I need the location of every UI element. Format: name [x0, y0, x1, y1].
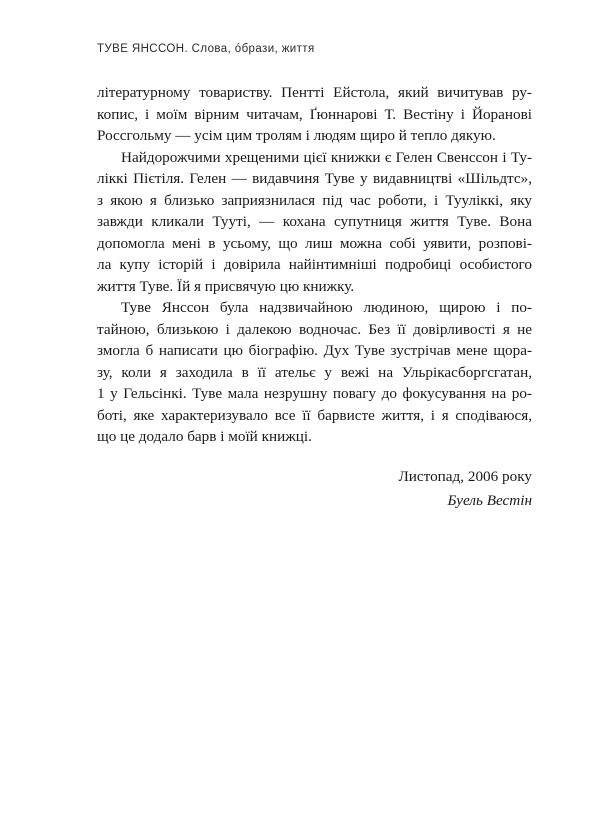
text-line: життя Туве. Їй я присвячую цю книжку. [97, 277, 355, 295]
text-line: літературному товариству. Пентті Ейстола, який вичитував ру- [97, 84, 532, 101]
text-line: що це додало барв і моїй книжці. [97, 428, 312, 445]
paragraph [97, 82, 532, 147]
text-line: 1 у Гельсінкі. Туве мала незрушну повагу до фокусування на ро- [97, 385, 532, 402]
running-header: ТУВЕ ЯНССОН. Слова, óбрази, життя [97, 43, 315, 55]
text-line: копис, і моїм вірним читачам, Ґюннарові Т. Вестіну і Йоранові [97, 105, 532, 123]
text-line: допомогла мені в усьому, що лиш можна собі уявити, розпові- [97, 234, 532, 252]
text-line: змогла б написати цю біографію. Дух Туве зустрічав мене щора- [97, 342, 532, 359]
text-line: тайною, близькою і далекою водночас. Без її довірливості я не [97, 320, 532, 338]
text-line: Туве Янссон була надзвичайною людиною, щирою і по- [121, 299, 532, 316]
paragraph [97, 147, 532, 298]
text-line: Найдорожчими хрещеними цієї книжки є Гелен Свенссон і Ту- [121, 148, 532, 166]
signature-date: Листопад, 2006 року [398, 468, 532, 485]
signature-author: Буель Вестін [447, 492, 532, 509]
text-line: ла купу історій і довірила найінтимніші подробиці особистого [97, 256, 532, 273]
text-line: ліккі Пієтіля. Гелен — видавчиня Туве у видавництві «Шільдтс», [97, 170, 532, 187]
text-line: з якою я близько заприязнилася під час роботи, і Тууліккі, яку [97, 191, 532, 209]
paragraph [97, 297, 532, 448]
body-text [97, 82, 532, 448]
text-line: зу, коли я заходила в її ательє у вежі на Ульрікасборгсгатан, [97, 363, 532, 381]
text-line: завжди кликали Тууті, — кохана супутниця життя Туве. Вона [97, 213, 532, 230]
signature-block [398, 465, 532, 513]
text-line: Россгольму — усім цим тролям і людям щиро й тепло дякую. [97, 127, 496, 144]
text-line: боті, яке характеризувало все її барвисте життя, і я сподіваюся, [97, 406, 532, 424]
